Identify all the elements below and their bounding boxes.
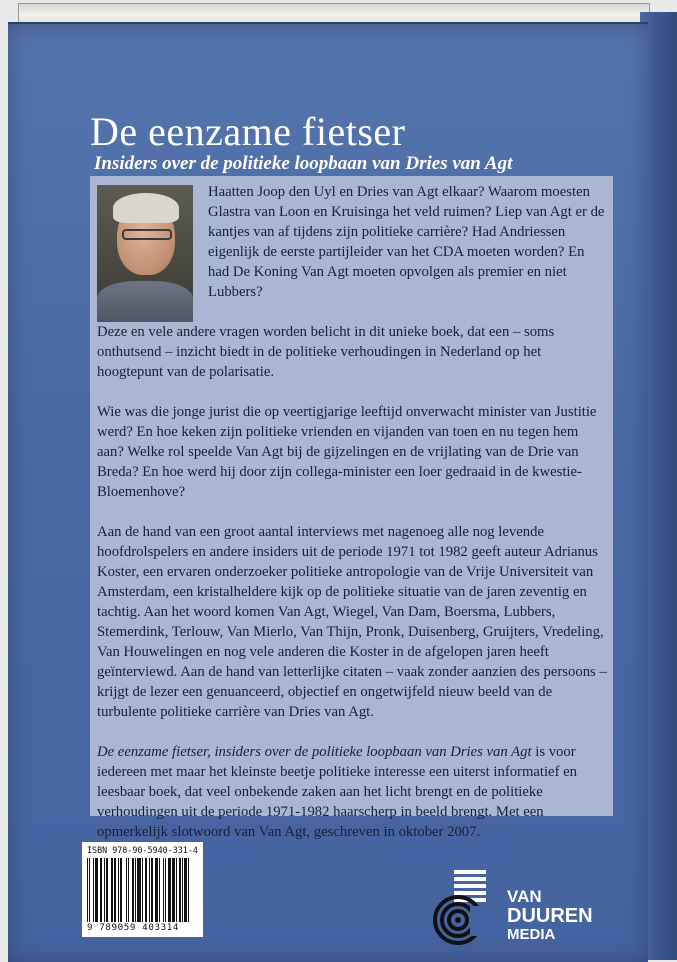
blurb-paragraph-3: Wie was die jonge jurist die op veertigjarige leeftijd onverwacht minister van Justitie werd? En hoe keken zijn politieke vrienden en vijanden van toen en nu tegen hem aan? Welke rol speelde Van Agt bij de gijzelingen en de vrijlating van de Drie van Breda? En hoe werd hij door zijn collega-minister een loer gedraaid in de kwestie-Bloemenhove? [97, 404, 597, 500]
blurb-paragraph-2: Deze en vele andere vragen worden belicht in dit unieke boek, dat een – soms onthutsend – inzicht biedt in de politieke verhoudingen in Nederland op het hoogtepunt van de polarisatie. [97, 324, 555, 380]
blurb-paragraph-5 [97, 742, 607, 842]
blurb-italic-title: De eenzame fietser, insiders over de politieke loopbaan van Dries van Agt [97, 744, 532, 760]
blurb-paragraph-4: Aan de hand van een groot aantal interviews met nagenoeg alle nog levende hoofdrolspelers en andere insiders uit de periode 1971 tot 1982 geeft auteur Adrianus Koster, een ervaren onderzoeker politieke antropologie van de Vrije Universiteit van Amsterdam, een kristalheldere kijk op de politieke situatie van de jaren zeventig en tachtig. Aan het woord komen Van Agt, Wiegel, Van Dam, Boersma, Lubbers, Stemerdink, Terlouw, Van Mierlo, Van Thijn, Pronk, Duisenberg, Gruijters, Vredeling, Van Houwelingen en nog vele anderen die Koster in de afgelopen jaren heeft geïnterviewd. Aan de hand van letterlijke citaten – vaak zonder aanzien des persoons – krijgt de lezer een genuanceerd, objectief en ongetwijfeld nieuw beeld van de turbulente politieke carrière van Dries van Agt. [97, 524, 607, 720]
publisher-logo-icon [432, 870, 506, 948]
blurb-paragraph-1: Haatten Joop den Uyl en Dries van Agt elkaar? Waarom moesten Glastra van Loon en Kruisinga het veld ruimen? Liep van Agt er de kantjes van af tijdens zijn politieke carrière? Had Andriessen eigenlijk de eerste partijleider van het CDA moeten worden? En had De Koning Van Agt moeten opvolgen als premier en niet Lubbers? [208, 184, 605, 300]
publisher-logo [432, 870, 612, 948]
barcode-stripe [188, 858, 189, 922]
author-photo [97, 185, 193, 322]
barcode-box [82, 842, 203, 937]
publisher-name-line3: MEDIA [507, 926, 556, 943]
publisher-name-line1: VAN [507, 887, 542, 906]
back-cover [8, 22, 648, 962]
ean-number: 9 789059 403314 [87, 922, 179, 933]
blurb-paragraph-5-text: is voor iedereen met maar het kleinste beetje politieke interesse een uiterst informatief en leesbaar boek, dat veel onbekende zaken aan het licht brengt en de politieke verhoudingen uit de periode 1971-1982 haarscherp in beeld brengt. Met een opmerkelijk slotwoord van Van Agt, geschreven in oktober 2007. [97, 744, 577, 840]
publisher-name-line2: DUUREN [507, 905, 593, 927]
isbn-text: ISBN 978-90-5940-331-4 [87, 845, 198, 855]
blurb-panel [90, 176, 613, 840]
book-subtitle: Insiders over de politieke loopbaan van Dries van Agt [94, 153, 513, 174]
barcode-bars [87, 858, 199, 922]
book-title: De eenzame fietser [90, 109, 406, 154]
